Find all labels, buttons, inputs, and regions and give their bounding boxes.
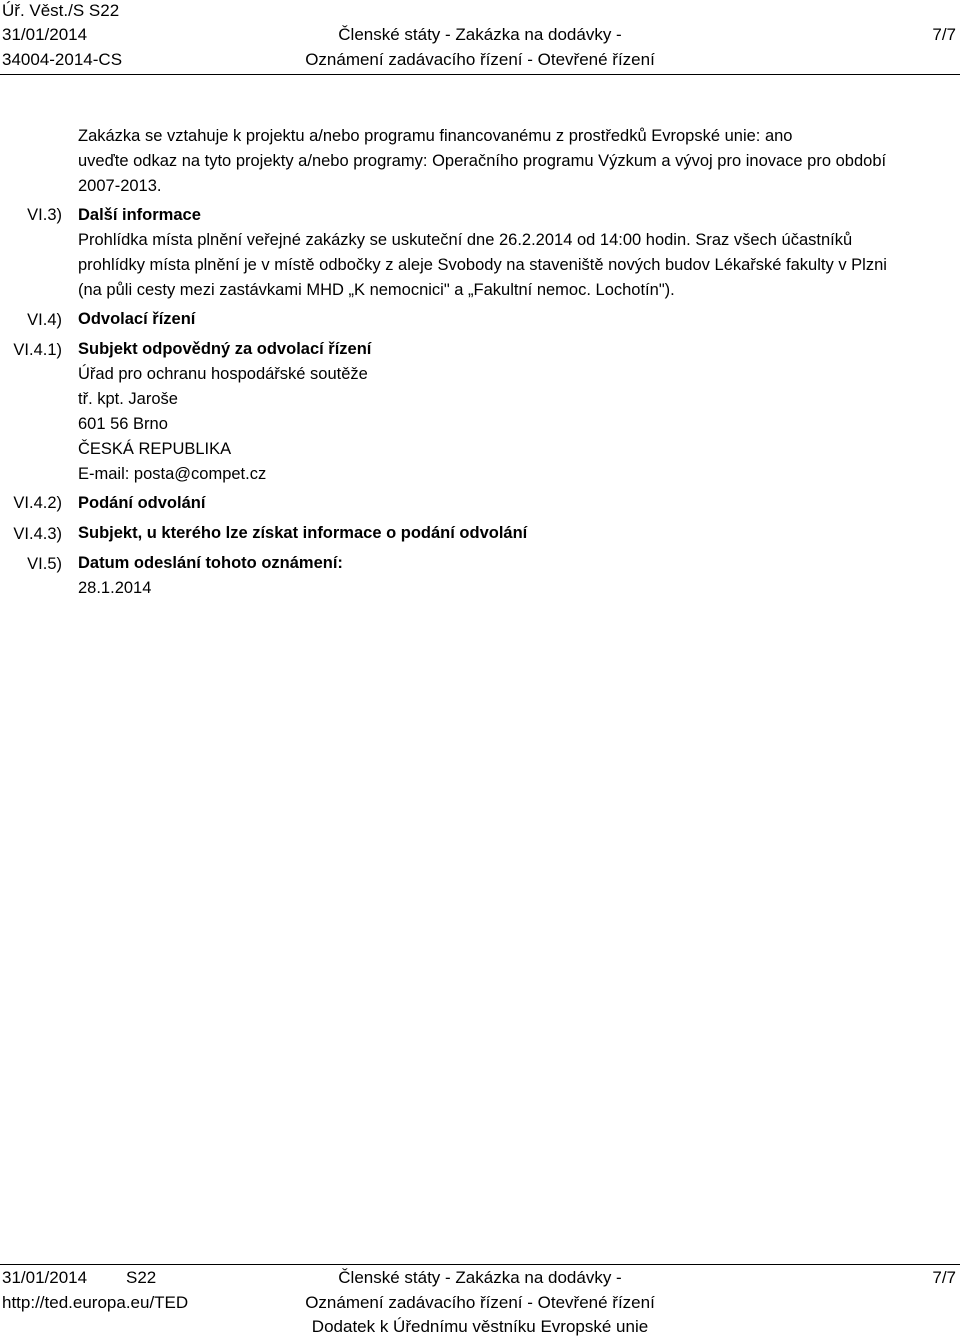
section-number-vi3: VI.3)	[27, 206, 62, 224]
footer-series: S22	[126, 1268, 157, 1287]
header-date: 31/01/2014	[2, 25, 88, 44]
intro-line-2: uveďte odkaz na tyto projekty a/nebo programy: Operačního programu Výzkum a vývoj pro inovace pro období	[78, 152, 887, 170]
org-country: ČESKÁ REPUBLIKA	[78, 440, 232, 458]
section-number-vi4: VI.4)	[27, 311, 62, 329]
footer-divider	[0, 1264, 960, 1265]
email-label: E-mail:	[78, 465, 134, 483]
section-dispatch-date	[78, 551, 954, 601]
section-title-info-service: Subjekt, u kterého lze získat informace o podání odvolání	[78, 524, 528, 542]
intro-line-1: Zakázka se vztahuje k projektu a/nebo programu financovanému z prostředků Evropské unie: ano	[78, 127, 793, 145]
section-title-lodging: Podání odvolání	[78, 494, 206, 512]
intro-text	[78, 124, 954, 199]
org-email	[78, 462, 954, 487]
org-city: 601 56 Brno	[78, 415, 168, 433]
info-line-1: Prohlídka místa plnění veřejné zakázky se uskuteční dne 26.2.2014 od 14:00 hodin. Sraz všech účastníků	[78, 231, 853, 249]
document-id: 34004-2014-CS	[2, 50, 123, 69]
section-title-appeal: Odvolací řízení	[78, 310, 196, 328]
footer-date: 31/01/2014	[2, 1268, 88, 1287]
email-link[interactable]: posta@compet.cz	[133, 465, 267, 483]
section-title: Datum odeslání tohoto oznámení:	[78, 554, 343, 572]
footer-title-line2: Oznámení zadávacího řízení - Otevřené řízení	[305, 1293, 655, 1312]
org-street: tř. kpt. Jaroše	[78, 390, 178, 408]
footer-page-number: 7/7	[932, 1268, 956, 1287]
section-additional-info	[78, 203, 954, 303]
header-title-line2: Oznámení zadávacího řízení - Otevřené řízení	[305, 50, 655, 69]
section-number-vi41: VI.4.1)	[13, 341, 62, 359]
footer-title-line1: Členské státy - Zakázka na dodávky -	[338, 1268, 622, 1287]
header-divider	[0, 74, 960, 75]
org-name: Úřad pro ochranu hospodářské soutěže	[78, 365, 368, 383]
header-page-number: 7/7	[932, 25, 956, 44]
section-title: Další informace	[78, 206, 201, 224]
info-line-2: prohlídky místa plnění je v místě odbočky z aleje Svobody na staveniště nových budov Lékařské fakulty v Plzni	[78, 256, 887, 274]
section-appeal-body	[78, 337, 954, 487]
section-title: Subjekt odpovědný za odvolací řízení	[78, 340, 372, 358]
footer-title-line3: Dodatek k Úřednímu věstníku Evropské unie	[311, 1317, 649, 1336]
section-number-vi43: VI.4.3)	[13, 525, 62, 543]
journal-ref: Úř. Věst./S S22	[2, 1, 120, 20]
info-line-3: (na půli cesty mezi zastávkami MHD „K nemocnici" a „Fakultní nemoc. Lochotín").	[78, 281, 675, 299]
header-title-line1: Členské státy - Zakázka na dodávky -	[338, 25, 622, 44]
dispatch-date: 28.1.2014	[78, 579, 152, 597]
section-number-vi5: VI.5)	[27, 555, 62, 573]
section-number-vi42: VI.4.2)	[13, 494, 62, 512]
intro-line-3: 2007-2013.	[78, 177, 162, 195]
footer-url-link[interactable]: http://ted.europa.eu/TED	[2, 1293, 189, 1312]
